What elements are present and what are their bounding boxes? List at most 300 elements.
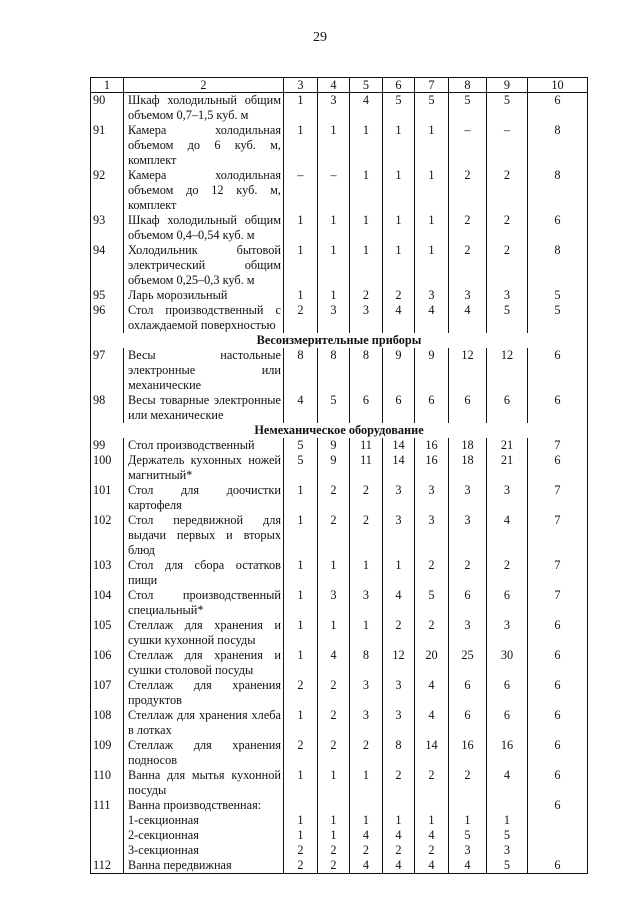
quantity-cell: 2 bbox=[350, 483, 383, 513]
quantity-cell: 5 bbox=[284, 438, 318, 453]
quantity-cell: 6 bbox=[350, 393, 383, 423]
quantity-cell: – bbox=[449, 123, 487, 168]
item-name: Весы настольные электронные или механические bbox=[124, 348, 284, 393]
quantity-cell: 6 bbox=[528, 648, 588, 678]
table-row bbox=[91, 858, 588, 874]
quantity-cell: 8 bbox=[383, 738, 415, 768]
quantity-cell: 6 bbox=[528, 213, 588, 243]
quantity-cell: 2 bbox=[318, 843, 350, 858]
quantity-cell: 9 bbox=[383, 348, 415, 393]
quantity-cell: 9 bbox=[318, 453, 350, 483]
quantity-cell: 1 bbox=[383, 243, 415, 288]
item-name: Стол производственный специальный* bbox=[124, 588, 284, 618]
quantity-cell bbox=[449, 798, 487, 813]
item-name: Стеллаж для хранения хлеба в лотках bbox=[124, 708, 284, 738]
quantity-cell: 6 bbox=[383, 393, 415, 423]
quantity-cell: 6 bbox=[487, 678, 528, 708]
quantity-cell: 2 bbox=[284, 843, 318, 858]
quantity-cell: 1 bbox=[284, 123, 318, 168]
column-header: 8 bbox=[449, 78, 487, 93]
quantity-cell: 6 bbox=[487, 588, 528, 618]
quantity-cell: 6 bbox=[528, 93, 588, 124]
quantity-cell: 2 bbox=[318, 858, 350, 874]
quantity-cell: 7 bbox=[528, 438, 588, 453]
quantity-cell: 2 bbox=[284, 858, 318, 874]
quantity-cell: 1 bbox=[318, 213, 350, 243]
quantity-cell: 18 bbox=[449, 453, 487, 483]
table-row bbox=[91, 483, 588, 513]
quantity-cell: 11 bbox=[350, 453, 383, 483]
quantity-cell: 2 bbox=[284, 678, 318, 708]
quantity-cell: 21 bbox=[487, 438, 528, 453]
quantity-cell: 3 bbox=[318, 588, 350, 618]
quantity-cell: 6 bbox=[528, 738, 588, 768]
quantity-cell: 11 bbox=[350, 438, 383, 453]
quantity-cell: 1 bbox=[318, 618, 350, 648]
quantity-cell: 2 bbox=[415, 618, 449, 648]
quantity-cell: 6 bbox=[528, 393, 588, 423]
quantity-cell: 8 bbox=[528, 168, 588, 213]
column-header: 6 bbox=[383, 78, 415, 93]
quantity-cell: 1 bbox=[383, 123, 415, 168]
item-number: 100 bbox=[91, 453, 124, 483]
quantity-cell: 2 bbox=[318, 738, 350, 768]
quantity-cell: 2 bbox=[383, 768, 415, 798]
table-row bbox=[91, 513, 588, 558]
quantity-cell: 3 bbox=[350, 303, 383, 333]
quantity-cell: 1 bbox=[449, 813, 487, 828]
quantity-cell: 1 bbox=[318, 558, 350, 588]
table-row bbox=[91, 168, 588, 213]
quantity-cell bbox=[528, 828, 588, 843]
quantity-cell: 5 bbox=[415, 93, 449, 124]
quantity-cell: 4 bbox=[318, 648, 350, 678]
column-header: 10 bbox=[528, 78, 588, 93]
quantity-cell: 3 bbox=[487, 843, 528, 858]
quantity-cell: 2 bbox=[449, 243, 487, 288]
item-number: 92 bbox=[91, 168, 124, 213]
quantity-cell: 1 bbox=[350, 618, 383, 648]
quantity-cell: 3 bbox=[449, 618, 487, 648]
item-name: Стеллаж для хранения подносов bbox=[124, 738, 284, 768]
table-row bbox=[91, 123, 588, 168]
table-row bbox=[91, 213, 588, 243]
quantity-cell: 1 bbox=[415, 213, 449, 243]
quantity-cell: 2 bbox=[449, 768, 487, 798]
quantity-cell: 1 bbox=[487, 813, 528, 828]
quantity-cell: 4 bbox=[449, 303, 487, 333]
table-row bbox=[91, 438, 588, 453]
item-name: 3-секционная bbox=[124, 843, 284, 858]
quantity-cell: 2 bbox=[449, 168, 487, 213]
quantity-cell: 5 bbox=[318, 393, 350, 423]
quantity-cell: 5 bbox=[415, 588, 449, 618]
quantity-cell: 2 bbox=[415, 768, 449, 798]
quantity-cell bbox=[528, 813, 588, 828]
quantity-cell: 4 bbox=[383, 828, 415, 843]
item-name: 1-секционная bbox=[124, 813, 284, 828]
item-number: 93 bbox=[91, 213, 124, 243]
quantity-cell: 2 bbox=[383, 618, 415, 648]
quantity-cell: 8 bbox=[350, 348, 383, 393]
quantity-cell: 2 bbox=[487, 213, 528, 243]
item-number: 98 bbox=[91, 393, 124, 423]
table-row bbox=[91, 348, 588, 393]
quantity-cell bbox=[528, 843, 588, 858]
table-row bbox=[91, 303, 588, 333]
quantity-cell: 3 bbox=[318, 303, 350, 333]
item-number: 112 bbox=[91, 858, 124, 874]
table-row bbox=[91, 393, 588, 423]
quantity-cell: 20 bbox=[415, 648, 449, 678]
item-name: Стол производственный bbox=[124, 438, 284, 453]
column-header: 7 bbox=[415, 78, 449, 93]
quantity-cell: 1 bbox=[318, 828, 350, 843]
quantity-cell: 2 bbox=[415, 843, 449, 858]
quantity-cell bbox=[318, 798, 350, 813]
column-header: 1 bbox=[91, 78, 124, 93]
quantity-cell: 1 bbox=[350, 768, 383, 798]
quantity-cell: 4 bbox=[487, 768, 528, 798]
item-number: 106 bbox=[91, 648, 124, 678]
item-number: 110 bbox=[91, 768, 124, 798]
quantity-cell: 2 bbox=[350, 513, 383, 558]
section-heading: Немеханическое оборудование bbox=[91, 423, 588, 438]
item-name: Шкаф холодильный общим объемом 0,7–1,5 куб. м bbox=[124, 93, 284, 124]
quantity-cell: 4 bbox=[415, 678, 449, 708]
quantity-cell: 5 bbox=[487, 93, 528, 124]
item-number bbox=[91, 843, 124, 858]
quantity-cell: 1 bbox=[318, 813, 350, 828]
column-header: 4 bbox=[318, 78, 350, 93]
quantity-cell: – bbox=[284, 168, 318, 213]
quantity-cell bbox=[284, 798, 318, 813]
quantity-cell: 3 bbox=[383, 708, 415, 738]
table-row bbox=[91, 93, 588, 124]
quantity-cell: 2 bbox=[284, 303, 318, 333]
table-row bbox=[91, 768, 588, 798]
item-number: 96 bbox=[91, 303, 124, 333]
item-name: Стол передвижной для выдачи первых и вторых блюд bbox=[124, 513, 284, 558]
quantity-cell bbox=[350, 798, 383, 813]
quantity-cell: 4 bbox=[284, 393, 318, 423]
quantity-cell: 8 bbox=[528, 243, 588, 288]
quantity-cell: 2 bbox=[350, 288, 383, 303]
item-number: 95 bbox=[91, 288, 124, 303]
quantity-cell: 6 bbox=[528, 453, 588, 483]
table-row bbox=[91, 678, 588, 708]
item-number: 108 bbox=[91, 708, 124, 738]
quantity-cell: 2 bbox=[318, 513, 350, 558]
quantity-cell: 8 bbox=[284, 348, 318, 393]
item-name: Ванна передвижная bbox=[124, 858, 284, 874]
quantity-cell: – bbox=[318, 168, 350, 213]
quantity-cell: 1 bbox=[284, 213, 318, 243]
quantity-cell: 2 bbox=[487, 243, 528, 288]
item-number: 105 bbox=[91, 618, 124, 648]
quantity-cell: 8 bbox=[350, 648, 383, 678]
item-number: 107 bbox=[91, 678, 124, 708]
quantity-cell: 6 bbox=[415, 393, 449, 423]
header-row bbox=[91, 78, 588, 93]
quantity-cell: 7 bbox=[528, 483, 588, 513]
quantity-cell: 14 bbox=[383, 453, 415, 483]
quantity-cell: 2 bbox=[318, 483, 350, 513]
quantity-cell: 3 bbox=[318, 93, 350, 124]
quantity-cell: 6 bbox=[528, 858, 588, 874]
quantity-cell: 16 bbox=[415, 438, 449, 453]
item-number: 111 bbox=[91, 798, 124, 813]
column-header: 9 bbox=[487, 78, 528, 93]
item-name: Ларь морозильный bbox=[124, 288, 284, 303]
section-heading-row bbox=[91, 333, 588, 348]
quantity-cell: 4 bbox=[350, 828, 383, 843]
quantity-cell: 3 bbox=[449, 513, 487, 558]
quantity-cell: 2 bbox=[487, 558, 528, 588]
quantity-cell: 3 bbox=[415, 513, 449, 558]
item-number: 104 bbox=[91, 588, 124, 618]
item-name: Камера холодильная объемом до 6 куб. м, комплект bbox=[124, 123, 284, 168]
quantity-cell: 1 bbox=[284, 288, 318, 303]
quantity-cell: 1 bbox=[415, 168, 449, 213]
quantity-cell: 4 bbox=[415, 858, 449, 874]
quantity-cell: 6 bbox=[528, 798, 588, 813]
quantity-cell: 18 bbox=[449, 438, 487, 453]
quantity-cell: 2 bbox=[449, 558, 487, 588]
quantity-cell: 5 bbox=[449, 828, 487, 843]
quantity-cell: 3 bbox=[350, 588, 383, 618]
quantity-cell: 1 bbox=[415, 813, 449, 828]
item-number: 90 bbox=[91, 93, 124, 124]
table-row bbox=[91, 588, 588, 618]
item-name: Ванна производственная: bbox=[124, 798, 284, 813]
quantity-cell: 1 bbox=[284, 708, 318, 738]
quantity-cell: 1 bbox=[318, 288, 350, 303]
quantity-cell: 3 bbox=[350, 678, 383, 708]
quantity-cell: 1 bbox=[383, 168, 415, 213]
item-name: Стеллаж для хранения продуктов bbox=[124, 678, 284, 708]
quantity-cell: 6 bbox=[449, 588, 487, 618]
item-name: Стол для доочистки картофеля bbox=[124, 483, 284, 513]
quantity-cell: 3 bbox=[487, 288, 528, 303]
quantity-cell: 6 bbox=[528, 348, 588, 393]
quantity-cell: 6 bbox=[528, 678, 588, 708]
quantity-cell: 2 bbox=[449, 213, 487, 243]
quantity-cell: 5 bbox=[528, 303, 588, 333]
quantity-cell: 16 bbox=[487, 738, 528, 768]
quantity-cell: 9 bbox=[318, 438, 350, 453]
quantity-cell: 1 bbox=[350, 213, 383, 243]
quantity-cell: 7 bbox=[528, 558, 588, 588]
quantity-cell: 3 bbox=[383, 483, 415, 513]
quantity-cell: 2 bbox=[415, 558, 449, 588]
quantity-cell: 6 bbox=[449, 678, 487, 708]
section-heading-row bbox=[91, 423, 588, 438]
quantity-cell: 1 bbox=[318, 768, 350, 798]
quantity-cell: 5 bbox=[284, 453, 318, 483]
quantity-cell: 1 bbox=[350, 168, 383, 213]
quantity-cell: 12 bbox=[487, 348, 528, 393]
quantity-cell bbox=[383, 798, 415, 813]
quantity-cell: 30 bbox=[487, 648, 528, 678]
item-number bbox=[91, 828, 124, 843]
quantity-cell: 6 bbox=[528, 708, 588, 738]
quantity-cell: 14 bbox=[383, 438, 415, 453]
table-row bbox=[91, 558, 588, 588]
quantity-cell: 3 bbox=[449, 843, 487, 858]
quantity-cell: 4 bbox=[487, 513, 528, 558]
quantity-cell: 4 bbox=[415, 303, 449, 333]
quantity-cell: 4 bbox=[383, 303, 415, 333]
item-name: Стеллаж для хранения и сушки кухонной посуды bbox=[124, 618, 284, 648]
item-name: Стол производственный с охлаждаемой поверхностью bbox=[124, 303, 284, 333]
quantity-cell: 4 bbox=[350, 93, 383, 124]
quantity-cell: 1 bbox=[318, 123, 350, 168]
item-number: 97 bbox=[91, 348, 124, 393]
quantity-cell: 1 bbox=[284, 768, 318, 798]
item-number bbox=[91, 813, 124, 828]
sub-item-row bbox=[91, 828, 588, 843]
quantity-cell: 3 bbox=[449, 483, 487, 513]
item-number: 102 bbox=[91, 513, 124, 558]
quantity-cell: 6 bbox=[487, 708, 528, 738]
quantity-cell: 2 bbox=[350, 843, 383, 858]
quantity-cell bbox=[415, 798, 449, 813]
quantity-cell: 16 bbox=[449, 738, 487, 768]
quantity-cell: 4 bbox=[449, 858, 487, 874]
item-name: Стеллаж для хранения и сушки столовой посуды bbox=[124, 648, 284, 678]
column-header: 3 bbox=[284, 78, 318, 93]
quantity-cell: 6 bbox=[449, 393, 487, 423]
item-name: Ванна для мытья кухонной посуды bbox=[124, 768, 284, 798]
quantity-cell: 6 bbox=[449, 708, 487, 738]
quantity-cell: 1 bbox=[284, 828, 318, 843]
table-row bbox=[91, 648, 588, 678]
quantity-cell: 3 bbox=[383, 678, 415, 708]
sub-item-row bbox=[91, 843, 588, 858]
quantity-cell: 1 bbox=[284, 93, 318, 124]
quantity-cell: 5 bbox=[487, 303, 528, 333]
quantity-cell: 8 bbox=[318, 348, 350, 393]
item-number: 94 bbox=[91, 243, 124, 288]
quantity-cell: 6 bbox=[487, 393, 528, 423]
quantity-cell: 5 bbox=[487, 858, 528, 874]
item-name: Шкаф холодильный общим объемом 0,4–0,54 куб. м bbox=[124, 213, 284, 243]
quantity-cell: 1 bbox=[284, 483, 318, 513]
sub-item-row bbox=[91, 813, 588, 828]
quantity-cell: 2 bbox=[383, 843, 415, 858]
quantity-cell: 1 bbox=[350, 558, 383, 588]
quantity-cell: 3 bbox=[487, 618, 528, 648]
page-number: 29 bbox=[313, 30, 327, 45]
quantity-cell: 1 bbox=[383, 558, 415, 588]
quantity-cell: 1 bbox=[415, 123, 449, 168]
column-header: 2 bbox=[124, 78, 284, 93]
table-row bbox=[91, 243, 588, 288]
quantity-cell: 5 bbox=[528, 288, 588, 303]
quantity-cell: 12 bbox=[383, 648, 415, 678]
quantity-cell: 1 bbox=[318, 243, 350, 288]
quantity-cell: 1 bbox=[350, 813, 383, 828]
quantity-cell: 1 bbox=[284, 588, 318, 618]
quantity-cell: 1 bbox=[284, 648, 318, 678]
quantity-cell: 4 bbox=[383, 588, 415, 618]
quantity-cell: 1 bbox=[350, 243, 383, 288]
quantity-cell: 6 bbox=[528, 768, 588, 798]
item-name: Холодильник бытовой электрический общим объемом 0,25–0,3 куб. м bbox=[124, 243, 284, 288]
quantity-cell: – bbox=[487, 123, 528, 168]
quantity-cell: 3 bbox=[415, 288, 449, 303]
quantity-cell: 2 bbox=[318, 708, 350, 738]
item-name: Камера холодильная объемом до 12 куб. м, комплект bbox=[124, 168, 284, 213]
quantity-cell: 2 bbox=[350, 738, 383, 768]
table-row bbox=[91, 288, 588, 303]
item-number: 109 bbox=[91, 738, 124, 768]
quantity-cell: 1 bbox=[284, 558, 318, 588]
quantity-cell: 1 bbox=[383, 213, 415, 243]
quantity-cell: 3 bbox=[487, 483, 528, 513]
quantity-cell: 21 bbox=[487, 453, 528, 483]
quantity-cell: 1 bbox=[350, 123, 383, 168]
item-name: Стол для сбора остатков пищи bbox=[124, 558, 284, 588]
quantity-cell: 2 bbox=[318, 678, 350, 708]
quantity-cell: 1 bbox=[415, 243, 449, 288]
item-number: 99 bbox=[91, 438, 124, 453]
quantity-cell: 9 bbox=[415, 348, 449, 393]
quantity-cell: 3 bbox=[383, 513, 415, 558]
table-row bbox=[91, 618, 588, 648]
quantity-cell: 3 bbox=[449, 288, 487, 303]
quantity-cell: 8 bbox=[528, 123, 588, 168]
quantity-cell: 1 bbox=[383, 813, 415, 828]
quantity-cell: 25 bbox=[449, 648, 487, 678]
table-row bbox=[91, 453, 588, 483]
quantity-cell: 4 bbox=[383, 858, 415, 874]
quantity-cell: 7 bbox=[528, 588, 588, 618]
table-row bbox=[91, 708, 588, 738]
quantity-cell: 3 bbox=[350, 708, 383, 738]
item-name: Держатель кухонных ножей магнитный* bbox=[124, 453, 284, 483]
item-name: Весы товарные электронные или механические bbox=[124, 393, 284, 423]
quantity-cell: 1 bbox=[284, 813, 318, 828]
quantity-cell bbox=[487, 798, 528, 813]
quantity-cell: 4 bbox=[415, 828, 449, 843]
quantity-cell: 6 bbox=[528, 618, 588, 648]
quantity-cell: 12 bbox=[449, 348, 487, 393]
quantity-cell: 5 bbox=[383, 93, 415, 124]
column-header: 5 bbox=[350, 78, 383, 93]
table-row bbox=[91, 798, 588, 813]
table-row bbox=[91, 738, 588, 768]
equipment-table bbox=[90, 77, 588, 874]
quantity-cell: 1 bbox=[284, 243, 318, 288]
section-heading: Весоизмерительные приборы bbox=[91, 333, 588, 348]
quantity-cell: 2 bbox=[284, 738, 318, 768]
item-number: 91 bbox=[91, 123, 124, 168]
quantity-cell: 2 bbox=[383, 288, 415, 303]
quantity-cell: 5 bbox=[487, 828, 528, 843]
quantity-cell: 16 bbox=[415, 453, 449, 483]
item-number: 103 bbox=[91, 558, 124, 588]
quantity-cell: 1 bbox=[284, 513, 318, 558]
item-name: 2-секционная bbox=[124, 828, 284, 843]
quantity-cell: 2 bbox=[487, 168, 528, 213]
quantity-cell: 3 bbox=[415, 483, 449, 513]
quantity-cell: 4 bbox=[415, 708, 449, 738]
item-number: 101 bbox=[91, 483, 124, 513]
quantity-cell: 4 bbox=[350, 858, 383, 874]
quantity-cell: 14 bbox=[415, 738, 449, 768]
